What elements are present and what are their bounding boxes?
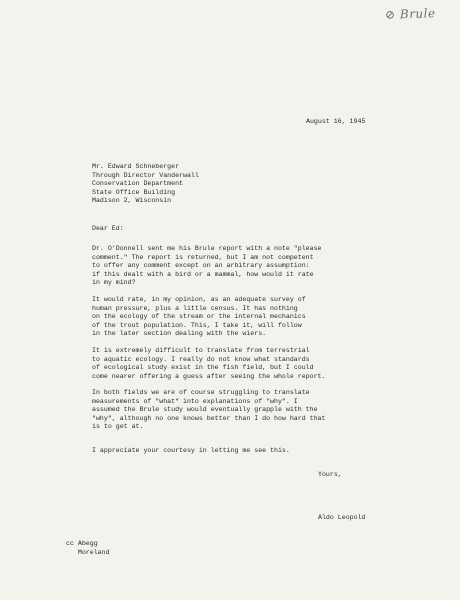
- recipient-address: [92, 163, 199, 206]
- text-line: measurements of "what" into explanations of "why". I: [92, 397, 298, 405]
- text-line: It is extremely difficult to translate from terrestrial: [92, 347, 310, 354]
- paragraph-2: [92, 296, 422, 339]
- text-line: It would rate, in my opinion, as an adequate survey of: [92, 296, 306, 303]
- cc-line: cc Abegg: [66, 540, 98, 547]
- handwritten-annotation: [385, 6, 437, 22]
- text-line: if this dealt with a bird or a mammal, how would it rate: [92, 270, 314, 278]
- annotation-text: Brule: [400, 6, 437, 22]
- paragraph-4: [92, 389, 422, 432]
- cc-line: Moreland: [66, 548, 110, 556]
- text-line: human pressure, plus a little census. It has nothing: [92, 304, 298, 312]
- paragraph-5: [92, 447, 422, 456]
- address-line: Conservation Department: [92, 180, 184, 188]
- text-line: I appreciate your courtesy in letting me see this.: [92, 447, 290, 454]
- address-line: State Office Building: [92, 188, 176, 196]
- signature-name: Aldo Leopold: [318, 514, 366, 521]
- salutation: Dear Ed:: [92, 225, 124, 232]
- text-line: in my mind?: [92, 279, 136, 287]
- carbon-copy-list: [66, 540, 110, 557]
- text-line: comment." The report is returned, but I am not competent: [92, 253, 314, 261]
- closing: Yours,: [318, 471, 342, 478]
- text-line: in the later section dealing with the wiers.: [92, 330, 267, 338]
- paragraph-1: [92, 245, 422, 288]
- text-line: is to get at.: [92, 423, 144, 431]
- text-line: of the trout population. This, I take it, will follow: [92, 321, 302, 329]
- text-line: In both fields we are of course struggling to translate: [92, 389, 310, 396]
- text-line: come nearer offering a guess after seeing the whole report.: [92, 372, 326, 380]
- text-line: on the ecology of the stream or the internal mechanics: [92, 313, 306, 321]
- annotation-mark: ⊘: [385, 7, 401, 22]
- text-line: assumed the Brule study would eventually grapple with the: [92, 406, 318, 414]
- text-line: of ecological study exist in the fish field, but I could: [92, 364, 314, 372]
- address-line: Through Director Vanderwall: [92, 171, 199, 179]
- text-line: Dr. O'Donnell sent me his Brule report with a note "please: [92, 245, 322, 252]
- address-line: Madison 2, Wisconsin: [92, 197, 172, 205]
- text-line: "why", although no one knows better than I do how hard that: [92, 414, 326, 422]
- letter-date: August 16, 1945: [306, 118, 366, 125]
- address-line: Mr. Edward Schneberger: [92, 163, 180, 170]
- text-line: to offer any comment except on an arbitrary assumption:: [92, 262, 310, 270]
- text-line: to aquatic ecology. I really do not know what standards: [92, 355, 310, 363]
- paragraph-3: [92, 347, 422, 381]
